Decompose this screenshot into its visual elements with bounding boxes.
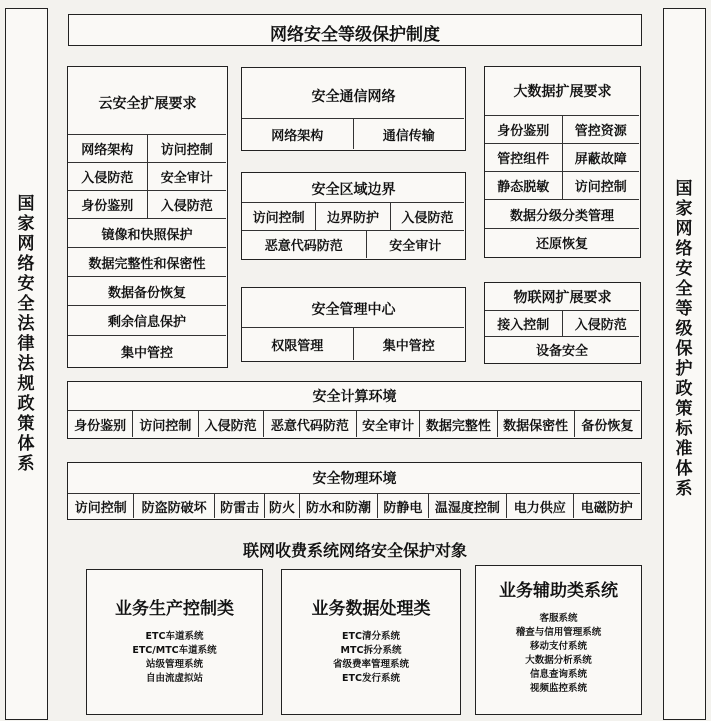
vertical-label-char: 全: [675, 279, 693, 299]
left-policy-frame: [5, 8, 48, 720]
vertical-label-char: 法: [17, 354, 35, 374]
secure-comm-item: 通信传输: [382, 128, 435, 144]
compute-item: 备份恢复: [581, 418, 634, 434]
system-list-item: 大数据分析系统: [525, 655, 592, 666]
system-list: [282, 630, 460, 686]
compute-env-title: 安全计算环境: [312, 389, 397, 405]
compute-item: 数据保密性: [498, 411, 575, 437]
physical-item: 防水和防潮: [300, 494, 378, 518]
secure-boundary-box: [241, 172, 466, 260]
cloud-single-5: [68, 335, 226, 366]
secure-comm-item: 网络架构: [242, 119, 354, 149]
bigdata-item: 屏蔽故障: [574, 152, 627, 167]
bigdata-item: 管控资源: [574, 124, 627, 139]
bigdata-item: 访问控制: [574, 180, 627, 195]
physical-item: 防火: [265, 494, 299, 518]
cloud-single-3: [68, 276, 226, 305]
cloud-row-3: [68, 190, 226, 218]
vertical-label-char: 级: [675, 319, 693, 339]
cloud-extension-title: 云安全扩展要求: [98, 96, 197, 112]
iot-item: 入侵防范: [574, 318, 627, 333]
system-title: 业务辅助类系统: [499, 581, 618, 601]
vertical-label-char: 政: [17, 394, 35, 414]
vertical-label-char: 国: [675, 179, 693, 199]
bigdata-item: 身份鉴别: [485, 116, 563, 143]
vertical-label-char: 络: [675, 239, 693, 259]
system-list: [476, 612, 641, 696]
iot-item: 设备安全: [535, 344, 588, 359]
compute-item: 入侵防范: [199, 411, 264, 437]
physical-item: 防盗防破坏: [134, 494, 214, 518]
vertical-label-char: 系: [675, 479, 693, 499]
bigdata-item: 管控组件: [485, 144, 563, 171]
compute-item: 安全审计: [357, 411, 420, 437]
compute-item: 访问控制: [133, 411, 198, 437]
cloud-row-2: [68, 162, 226, 190]
secure-comm-box: [241, 67, 466, 151]
vertical-label-char: 家: [675, 199, 693, 219]
cloud-item: 访问控制: [160, 143, 213, 158]
secure-comm-title: 安全通信网络: [311, 89, 396, 105]
secure-boundary-row-2: [242, 230, 464, 258]
bigdata-item: 数据分级分类管理: [509, 208, 614, 224]
vertical-label-char: 准: [675, 439, 693, 459]
vertical-label-char: 策: [17, 414, 35, 434]
compute-env-row: [68, 410, 640, 437]
right-standard-label: [664, 159, 704, 519]
system-box-production: [86, 569, 263, 715]
system-list-item: 信息查询系统: [529, 669, 587, 680]
cloud-item: 身份鉴别: [68, 191, 148, 218]
system-title: 业务生产控制类: [115, 599, 234, 619]
boundary-item: 安全审计: [389, 239, 442, 254]
vertical-label-char: 保: [675, 339, 693, 359]
bigdata-row-2: [485, 143, 639, 171]
system-list-item: ETC/MTC车道系统: [132, 645, 217, 656]
right-standard-frame: [663, 8, 706, 720]
system-box-data: [281, 569, 461, 715]
vertical-label-char: 络: [17, 254, 35, 274]
system-list-item: 省级费率管理系统: [332, 659, 409, 670]
top-title-box: [68, 14, 642, 46]
vertical-label-char: 网: [17, 234, 35, 254]
physical-item: 电磁防护: [580, 500, 633, 516]
vertical-label-char: 体: [675, 459, 693, 479]
physical-env-title: 安全物理环境: [312, 471, 397, 487]
bigdata-row-1: [485, 115, 639, 143]
vertical-label-char: 护: [675, 359, 693, 379]
system-list-item: 客服系统: [539, 613, 578, 624]
cloud-item: 镜像和快照保护: [101, 227, 193, 243]
bigdata-item: 静态脱敏: [485, 172, 563, 199]
vertical-label-char: 规: [17, 374, 35, 394]
vertical-label-char: 等: [675, 299, 693, 319]
system-list-item: ETC清分系统: [342, 631, 400, 642]
boundary-item: 入侵防范: [401, 211, 454, 226]
secure-boundary-title: 安全区域边界: [311, 182, 396, 198]
vertical-label-char: 国: [17, 194, 35, 214]
vertical-label-char: 标: [675, 419, 693, 439]
physical-item: 电力供应: [507, 494, 573, 518]
boundary-item: 边界防护: [316, 203, 390, 230]
cloud-item: 数据备份恢复: [107, 285, 186, 301]
vertical-label-char: 系: [17, 454, 35, 474]
compute-item: 身份鉴别: [68, 411, 133, 437]
cloud-item: 数据完整性和保密性: [88, 256, 206, 272]
vertical-label-char: 全: [17, 294, 35, 314]
system-list-item: MTC拆分系统: [340, 645, 402, 656]
boundary-item: 恶意代码防范: [242, 231, 367, 258]
system-list-item: 自由流虚拟站: [145, 673, 203, 684]
vertical-label-char: 家: [17, 214, 35, 234]
system-list-item: 稽查与信用管理系统: [515, 627, 602, 638]
cloud-single-4: [68, 305, 226, 335]
top-title: 网络安全等级保护制度: [270, 25, 440, 45]
vertical-label-char: 策: [675, 399, 693, 419]
bigdata-single-1: [485, 199, 639, 228]
physical-env-row: [68, 493, 640, 518]
cloud-extension-box: [67, 66, 228, 368]
cloud-item: 剩余信息保护: [107, 315, 186, 330]
left-policy-label: [6, 184, 46, 484]
iot-extension-box: [484, 282, 641, 364]
cloud-single-1: [68, 218, 226, 247]
bigdata-extension-title: 大数据扩展要求: [513, 84, 612, 100]
physical-item: 温湿度控制: [429, 494, 507, 518]
system-list-item: ETC发行系统: [342, 673, 400, 684]
system-title: 业务数据处理类: [311, 599, 431, 619]
protection-object-title: 联网收费系统网络安全保护对象: [242, 541, 467, 560]
bigdata-item: 还原恢复: [535, 237, 588, 252]
vertical-label-char: 政: [675, 379, 693, 399]
physical-item: 防静电: [378, 494, 428, 518]
bigdata-single-2: [485, 228, 639, 256]
iot-row-2: [485, 336, 639, 362]
mgmt-center-box: [241, 287, 466, 362]
vertical-label-char: 网: [675, 219, 693, 239]
vertical-label-char: 安: [675, 259, 693, 279]
iot-extension-title: 物联网扩展要求: [513, 290, 612, 306]
physical-item: 访问控制: [68, 494, 134, 518]
system-list-item: 站级管理系统: [145, 659, 203, 670]
mgmt-center-row: [242, 327, 464, 360]
system-list-item: 移动支付系统: [529, 641, 587, 652]
iot-item: 接入控制: [485, 311, 563, 336]
vertical-label-char: 律: [17, 334, 35, 354]
system-list-item: ETC车道系统: [145, 631, 204, 642]
secure-boundary-row-1: [242, 202, 464, 230]
cloud-item: 入侵防范: [160, 199, 213, 214]
cloud-item: 集中管控: [120, 345, 173, 361]
cloud-row-1: [68, 134, 226, 162]
cloud-single-2: [68, 247, 226, 276]
physical-item: 防雷击: [215, 494, 265, 518]
vertical-label-char: 安: [17, 274, 35, 294]
mgmt-item: 权限管理: [242, 328, 354, 360]
compute-item: 数据完整性: [420, 411, 497, 437]
cloud-item: 安全审计: [160, 171, 213, 186]
compute-item: 恶意代码防范: [264, 411, 357, 437]
system-list: [87, 630, 262, 686]
cloud-item: 入侵防范: [68, 163, 148, 190]
vertical-label-char: 体: [17, 434, 35, 454]
bigdata-row-3: [485, 171, 639, 199]
system-box-auxiliary: [475, 565, 642, 715]
compute-env-box: [67, 381, 642, 439]
boundary-item: 访问控制: [242, 203, 316, 230]
cloud-item: 网络架构: [68, 135, 148, 162]
mgmt-center-title: 安全管理中心: [311, 302, 396, 318]
secure-comm-row: [242, 118, 464, 149]
bigdata-extension-box: [484, 66, 641, 258]
physical-env-box: [67, 462, 642, 520]
vertical-label-char: 法: [17, 314, 35, 334]
system-list-item: 视频监控系统: [529, 683, 587, 694]
mgmt-item: 集中管控: [382, 338, 435, 354]
iot-row-1: [485, 310, 639, 336]
